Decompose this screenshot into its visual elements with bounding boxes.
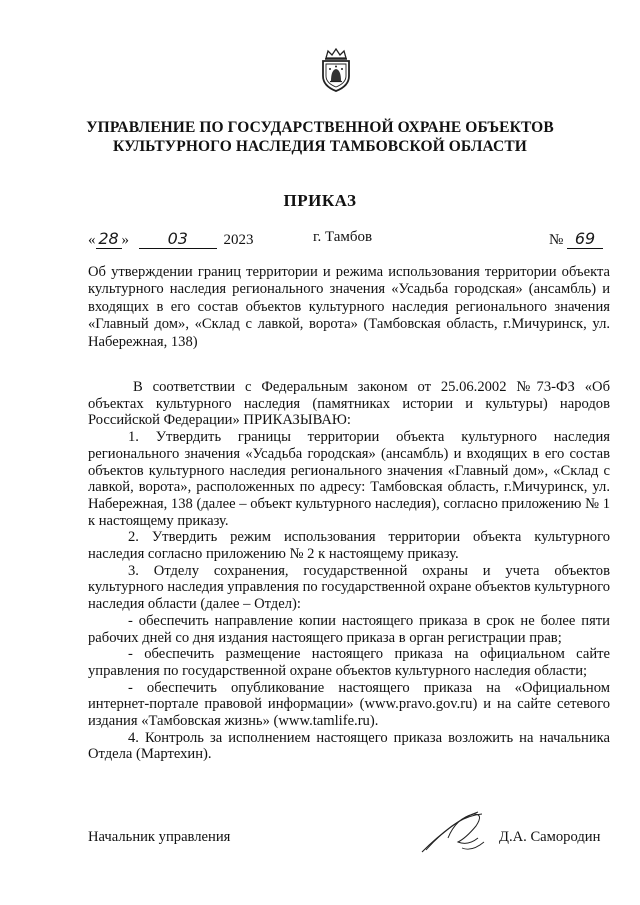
item-4: 4. Контроль за исполнением настоящего приказа возложить на начальника Отдела (Мартехин). [88, 729, 610, 763]
date-close-quote: » [121, 232, 129, 248]
tambov-coat-of-arms-icon [318, 48, 354, 92]
document-body [88, 379, 610, 763]
document-city: г. Тамбов [313, 229, 373, 245]
date-open-quote: « [88, 232, 96, 248]
organization-name [60, 118, 580, 156]
preamble: В соответствии с Федеральным законом от 25.06.2002 №73-ФЗ «Об объектах культурного наследия (памятниках истории и культуры) народов Российской Федерации» ПРИКАЗЫВАЮ: [88, 379, 610, 429]
date-month: 03 [139, 229, 217, 249]
item-3c: - обеспечить опубликование настоящего приказа на «Официальном интернет-портале правовой информации» (www.pravo.gov.ru) и на сайте сетевого издания «Тамбовская жизнь» (www.tamlife.ru). [88, 679, 610, 730]
item-1: 1. Утвердить границы территории объекта культурного наследия регионального значения «Усадьба городская» (ансамбль) и входящих в его состав объектов культурного наследия регионального значения «Главный дом», «Склад с лавкой, ворота», расположенных по адресу: Тамбовская область, г.Мичуринск, ул. Набережная, 138 (далее – объект культурного наследия), согласно приложению № 1 к настоящему приказу. [88, 429, 610, 529]
org-line-1: УПРАВЛЕНИЕ ПО ГОСУДАРСТВЕННОЙ ОХРАНЕ ОБЪЕКТОВ [86, 119, 554, 136]
handwritten-signature-icon [418, 808, 490, 856]
item-2: 2. Утвердить режим использования территории объекта культурного наследия согласно приложению № 2 к настоящему приказу. [88, 529, 610, 563]
date-year: 2023 [223, 232, 254, 248]
signatory-position: Начальник управления [88, 829, 231, 845]
document-date [88, 229, 254, 249]
number-value: 69 [567, 229, 603, 249]
org-line-2: КУЛЬТУРНОГО НАСЛЕДИЯ ТАМБОВСКОЙ ОБЛАСТИ [113, 138, 527, 155]
number-sign: № [549, 232, 564, 248]
item-3a: - обеспечить направление копии настоящего приказа в срок не более пяти рабочих дней со дня издания настоящего приказа в орган регистрации прав; [88, 612, 610, 646]
document-subject: Об утверждении границ территории и режима использования территории объекта культурного наследия регионального значения «Усадьба городская» (ансамбль) и входящих в его состав объектов культурного наследия регионального значения «Главный дом», «Склад с лавкой, ворота» (Тамбовская область, г.Мичуринск, ул. Набережная, 138) [88, 264, 610, 350]
date-day: 28 [96, 229, 122, 249]
document-number [549, 229, 603, 249]
item-3b: - обеспечить размещение настоящего приказа на официальном сайте управления по государственной охране объектов культурного наследия области; [88, 646, 610, 679]
item-3: 3. Отделу сохранения, государственной охраны и учета объектов культурного наследия управления по государственной охране объектов культурного наследия области (далее – Отдел): [88, 562, 611, 613]
signatory-name: Д.А. Самородин [499, 829, 601, 845]
document-title: ПРИКАЗ [283, 191, 357, 210]
